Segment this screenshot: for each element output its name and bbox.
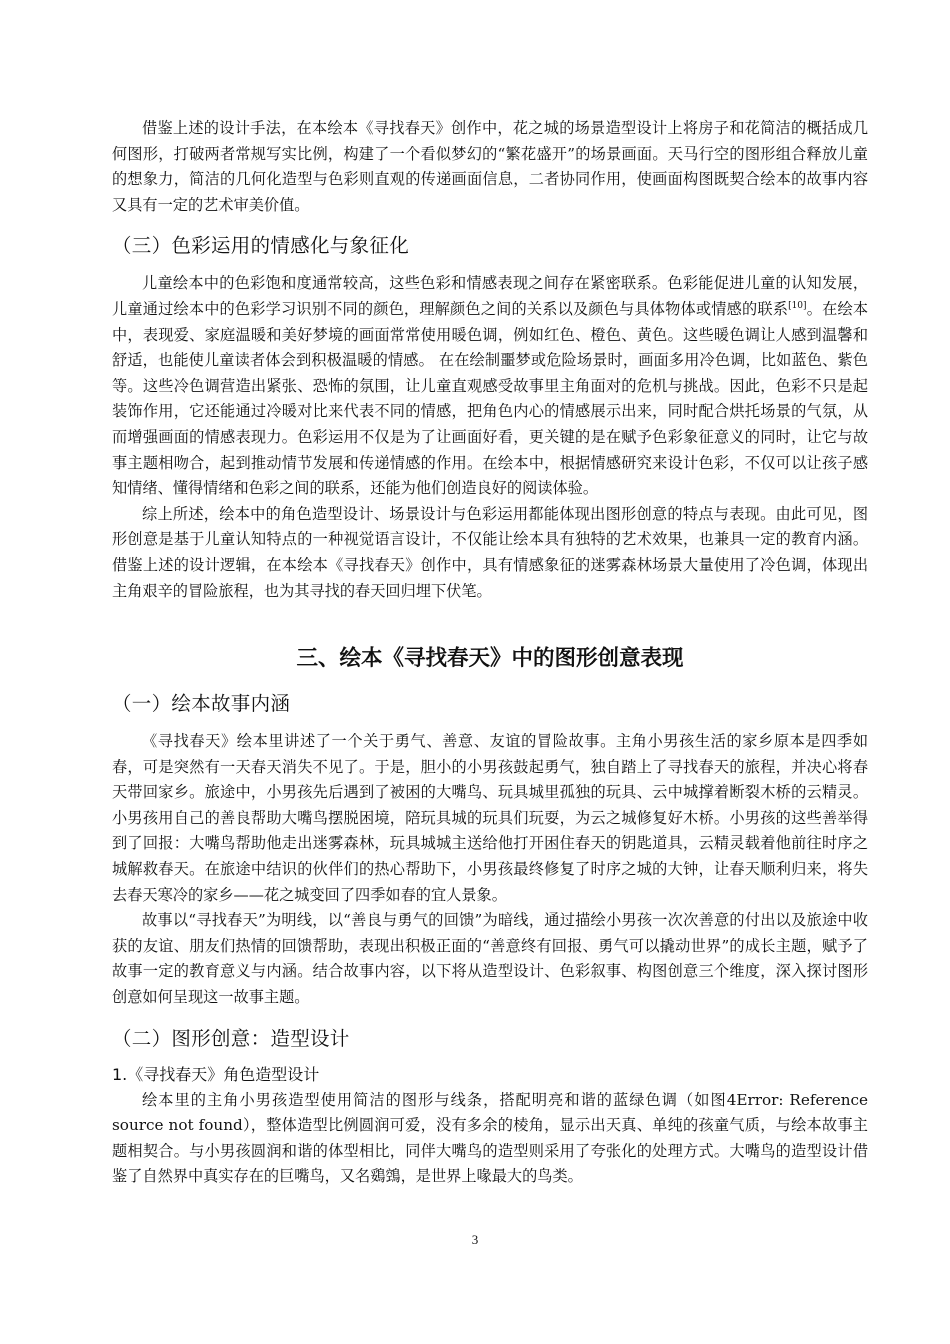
page-number: 3	[471, 1232, 479, 1247]
citation-ref: [10]	[788, 300, 807, 311]
paragraph-character-design: 绘本里的主角小男孩造型使用简洁的图形与线条，搭配明亮和谐的蓝绿色调（如图4Error: Reference source not found），整体造型比例圆润可爱，没有多余的棱角，显示出天真、单纯的孩童气质，与绘本故事主题相契合。与小男孩圆润和谐的体型相比，同伴大嘴鸟的造型则采用了夸张化的处理方式。大嘴鸟的造型设计借鉴了自然界中真实存在的巨嘴鸟，又名鵎鵼，是世界上喙最大的鸟类。	[112, 1090, 868, 1186]
paragraph-story-1: 《寻找春天》绘本里讲述了一个关于勇气、善意、友谊的冒险故事。主角小男孩生活的家乡原本是四季如春，可是突然有一天春天消失不见了。于是，胆小的小男孩鼓起勇气，独自踏上了寻找春天的旅程，并决心将春天带回家乡。旅途中，小男孩先后遇到了被困的大嘴鸟、玩具城里孤独的玩具、云中城撑着断裂木桥的云精灵。小男孩用自己的善良帮助大嘴鸟摆脱困境，陪玩具城的玩具们玩耍，为云之城修复好木桥。小男孩的这些善举得到了回报：大嘴鸟帮助他走出迷雾森林，玩具城城主送给他打开困住春天的钥匙道具，云精灵载着他前往时序之城解救春天。在旅途中结识的伙伴们的热心帮助下，小男孩最终修复了时序之城的大钟，让春天顺利归来，将失去春天寒冷的家乡——花之城变回了四季如春的宜人景象。	[112, 732, 868, 904]
paragraph-color-emotion-part2: 。在绘本中，表现爱、家庭温暖和美好梦境的画面常常使用暖色调，例如红色、橙色、黄色。这些暖色调让人感到温馨和舒适，也能使儿童读者体会到积极温暖的情感。 在在绘制噩梦或危险场景时，画面多用冷色调，比如蓝色、紫色等。这些冷色调营造出紧张、恐怖的氛围，让儿童直观感受故事里主角面对的危机与挑战。因此，色彩不只是起装饰作用，它还能通过冷暖对比来代表不同的情感，把角色内心的情感展示出来，同时配合烘托场景的气氛，从而增强画面的情感表现力。色彩运用不仅是为了让画面好看，更关键的是在赋予色彩象征意义的同时，让它与故事主题相吻合，起到推动情节发展和传递情感的作用。在绘本中，根据情感研究来设计色彩，不仅可以让孩子感知情绪、懂得情绪和色彩之间的联系，还能为他们创造良好的阅读体验。	[112, 299, 869, 498]
section-title: 三、绘本《寻找春天》中的图形创意表现	[296, 646, 684, 672]
heading-color-usage: （三）色彩运用的情感化与象征化	[112, 234, 410, 258]
heading-shape-design: （二）图形创意：造型设计	[112, 1026, 350, 1050]
document-body	[112, 116, 868, 1190]
paragraph-story-2: 故事以“寻找春天”为明线，以“善良与勇气的回馈”为暗线，通过描绘小男孩一次次善意的付出以及旅途中收获的友谊、朋友们热情的回馈帮助，表现出积极正面的“善意终有回报、勇气可以撬动世界”的成长主题，赋予了故事一定的教育意义与内涵。结合故事内容，以下将从造型设计、色彩叙事、构图创意三个维度，深入探讨图形创意如何呈现这一故事主题。	[112, 911, 868, 1007]
paragraph-scene-design: 借鉴上述的设计手法，在本绘本《寻找春天》创作中，花之城的场景造型设计上将房子和花简洁的概括成几何图形，打破两者常规写实比例，构建了一个看似梦幻的“繁花盛开”的场景画面。天马行空的图形组合释放儿童的想象力，简洁的几何化造型与色彩则直观的传递画面信息，二者协同作用，使画面构图既契合绘本的故事内容又具有一定的艺术审美价值。	[112, 119, 868, 214]
paragraph-summary: 综上所述，绘本中的角色造型设计、场景设计与色彩运用都能体现出图形创意的特点与表现。由此可见，图形创意是基于儿童认知特点的一种视觉语言设计，不仅能让绘本具有独特的艺术效果，也兼具一定的教育内涵。借鉴上述的设计逻辑，在本绘本《寻找春天》创作中，具有情感象征的迷雾森林场景大量使用了冷色调，体现出主角艰辛的冒险旅程，也为其寻找的春天回归埋下伏笔。	[112, 504, 868, 600]
heading-story-meaning: （一）绘本故事内涵	[112, 692, 291, 716]
heading-character-design: 1.《寻找春天》角色造型设计	[112, 1064, 320, 1084]
paragraph-color-emotion	[112, 271, 868, 501]
paragraph-color-emotion-part1: 儿童绘本中的色彩饱和度通常较高，这些色彩和情感表现之间存在紧密联系。色彩能促进儿童的认知发展，儿童通过绘本中的色彩学习识别不同的颜色，理解颜色之间的关系以及颜色与具体物体或情感的联系	[112, 274, 868, 318]
